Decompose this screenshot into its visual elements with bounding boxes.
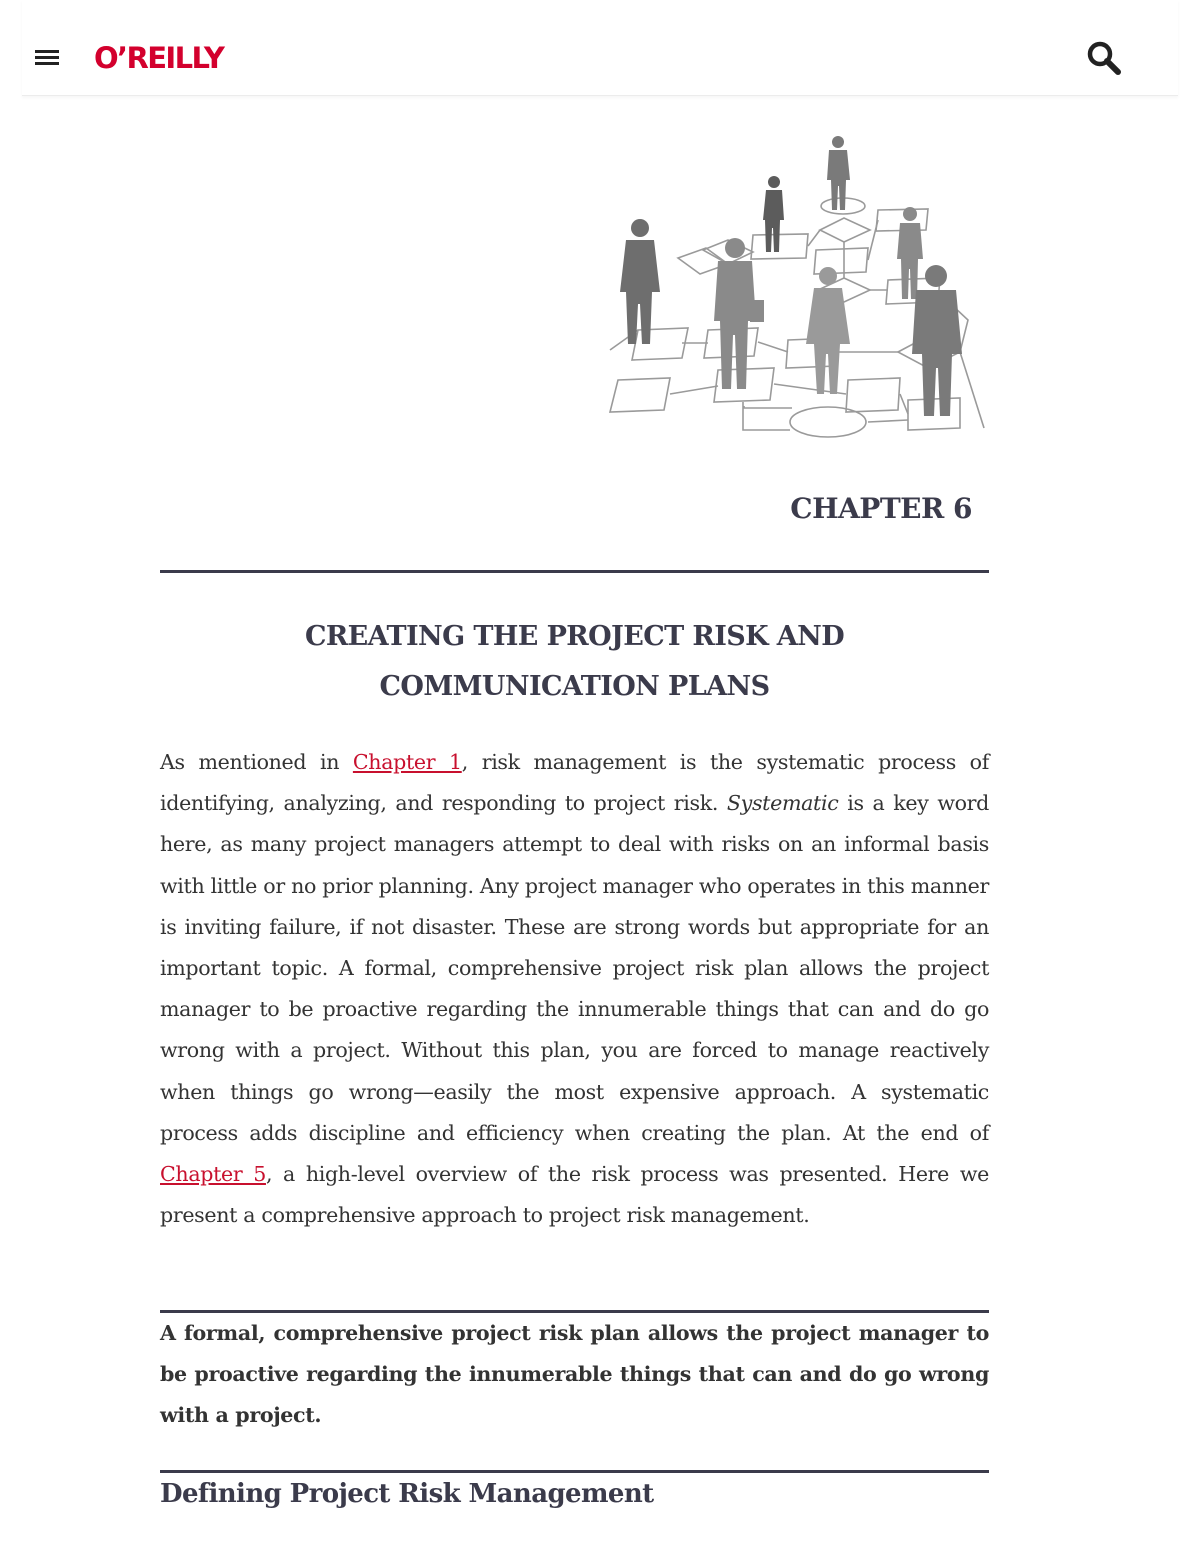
paragraph-text: is a key word here, as many project managers attempt to deal with risks on an informal basis with little or no prior planning. Any project manager who operates in this manner is inviting failure, if not disaster. These are strong words but appropriate for an important topic. A formal, comprehensive project risk plan allows the project manager to be proactive regarding the innumerable things that can and do go wrong with a project. Without this plan, you are forced to manage reactively when things go wrong—easily the most expensive approach. A systematic process adds discipline and efficiency when creating the plan. At the end of: [160, 791, 989, 1145]
oreilly-logo[interactable]: O’REILLY: [94, 41, 224, 75]
chapter-illustration: [588, 130, 998, 448]
section-divider: [160, 1470, 989, 1473]
chapter-title: [160, 612, 989, 712]
intro-paragraph: [160, 742, 989, 1236]
paragraph-text: , a high-level overview of the risk process was presented. Here we present a comprehensive approach to project risk management.: [160, 1162, 989, 1228]
emphasis-text: Systematic: [726, 791, 839, 816]
chapter-number: CHAPTER 6: [790, 492, 972, 525]
section-heading: Defining Project Risk Management: [160, 1479, 654, 1509]
chapter-title-line-1: CREATING THE PROJECT RISK AND: [304, 621, 845, 652]
hamburger-menu-icon[interactable]: [35, 41, 65, 77]
pull-quote: A formal, comprehensive project risk plan allows the project manager to be proactive regarding the innumerable things that can and do go wrong with a project.: [160, 1321, 989, 1428]
search-icon[interactable]: [1086, 40, 1122, 76]
paragraph-text: , risk management is the systematic process of identifying, analyzing, and responding to project risk.: [160, 750, 990, 816]
paragraph-text: As mentioned in: [160, 750, 353, 774]
chapter-title-line-2: COMMUNICATION PLANS: [379, 671, 770, 702]
chapter-1-link[interactable]: Chapter 1: [352, 750, 462, 774]
chapter-divider: [160, 570, 989, 573]
chapter-5-link[interactable]: Chapter 5: [160, 1162, 266, 1187]
